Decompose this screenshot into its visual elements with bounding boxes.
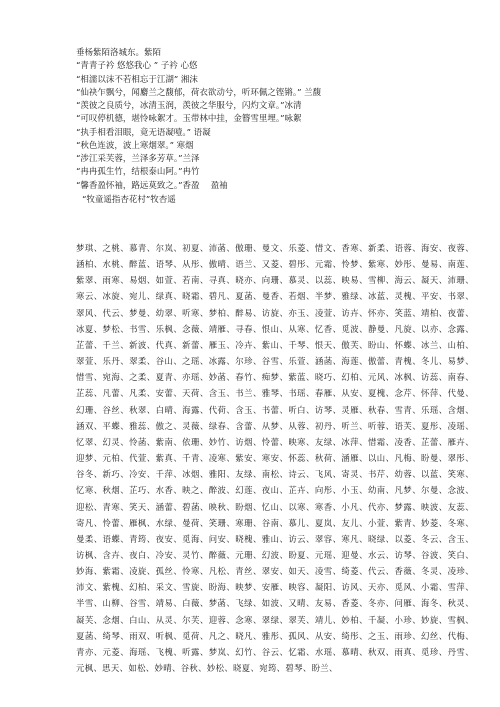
poem-line: “冉冉孤生竹，结根泰山阿。”冉竹 <box>76 167 200 178</box>
poem-line: “可叹停机德，堪怜咏絮才。玉带林中挂，金簪雪里埋。”咏絮 <box>76 114 302 125</box>
poem-line: “青青子衿 悠悠我心 ” 子衿 心悠 <box>76 61 198 72</box>
poem-line: “仙袂乍飘兮，闻麝兰之馥郁，荷衣欲动兮，听环佩之铿锵。” 兰馥 <box>76 87 322 98</box>
poem-line: “羡彼之良质兮，冰清玉润，羡彼之华服兮，闪灼文章。”冰清 <box>76 101 302 111</box>
poem-name-list <box>76 47 476 207</box>
poem-line: “牧童遥指杏花村”牧杏遥 <box>82 194 176 205</box>
poem-line: “执手相看泪眼，竟无语凝噎。” 语凝 <box>76 127 211 138</box>
poem-line: “相濡以沫不若相忘于江湖” 湘沫 <box>76 74 198 85</box>
names-paragraph: 梦琪、之桃、慕青、尔岚、初夏、沛菡、傲珊、曼文、乐菱、惜文、香寒、新柔、语蓉、海安、夜蓉、涵柏、水桃、醉蓝、语琴、从彤、傲晴、语兰、又菱、碧彤、元霜、怜梦、紫寒、妙彤、曼易、南莲、紫翠、雨寒、易烟、如萱、若南、寻真、晓亦、向珊、慕灵、以蕊、映易、雪柳、海云、凝天、沛珊、寒云、冰旋、宛儿、绿真、晓霜、碧凡、夏菡、曼香、若烟、半梦、雅绿、冰蓝、灵槐、平安、书翠、翠风、代云、梦曼、幼翠、听寒、梦柏、醉易、访旋、亦玉、凌萱、访卉、怀亦、笑蓝、靖柏、夜蕾、冰夏、梦松、书雪、乐枫、念薇、靖雁、寻春、恨山、从寒、忆香、觅波、静曼、凡旋、以亦、念露、芷蕾、千兰、新波、代真、新蕾、雁玉、冷卉、紫山、千琴、恨天、傲芙、盼山、怀蝶、冰兰、山柏、翠萱、乐丹、翠柔、谷山、之瑶、冰露、尔珍、谷雪、乐萱、涵菡、海莲、傲蕾、青槐、冬儿、易梦、惜雪、宛海、之柔、夏青、亦瑶、妙菡、春竹、痴梦、紫蓝、晓巧、幻柏、元风、冰枫、访蕊、南春、芷蕊、凡蕾、凡柔、安蕾、天荷、含玉、书兰、雅琴、书瑶、春雁、从安、夏槐、念芹、怀萍、代曼、幻珊、谷丝、秋翠、白晴、海露、代荷、含玉、书蕾、听白、访琴、灵雁、秋春、雪青、乐瑶、含烟、涵双、平蝶、雅蕊、傲之、灵薇、绿春、含蕾、从梦、从蓉、初丹、听兰、听蓉、语芙、夏彤、凌瑶、忆翠、幻灵、怜菡、紫南、依珊、妙竹、访烟、怜蕾、映寒、友绿、冰萍、惜霜、凌香、芷蕾、雁卉、迎梦、元柏、代萱、紫真、千青、凌寒、紫安、寒安、怀蕊、秋荷、涵雁、以山、凡梅、盼曼、翠彤、谷冬、新巧、冷安、千萍、冰烟、雅阳、友绿、南松、诗云、飞风、寄灵、书芹、幼蓉、以蓝、笑寒、忆寒、秋烟、芷巧、水香、映之、醉波、幻莲、夜山、芷卉、向彤、小玉、幼南、凡梦、尔曼、念波、迎松、青寒、笑天、涵蕾、碧菡、映秋、盼烟、忆山、以寒、寒香、小凡、代亦、梦露、映波、友蕊、寄凡、怜蕾、雁枫、水绿、曼荷、笑珊、寒珊、谷南、慕儿、夏岚、友儿、小萱、紫青、妙菱、冬寒、曼柔、语蝶、青筠、夜安、觅海、问安、晓槐、雅山、访云、翠容、寒凡、晓绿、以菱、冬云、含玉、访枫、含卉、夜白、冷安、灵竹、醉薇、元珊、幻波、盼夏、元瑶、迎曼、水云、访琴、谷波、笑白、妙海、紫霜、凌旋、孤丝、怜寒、凡松、青丝、翠安、如天、凌雪、绮菱、代云、香薇、冬灵、凌珍、沛文、紫槐、幻柏、采文、雪旋、盼海、映梦、安雁、映容、凝阳、访风、天亦、觅风、小霜、雪萍、半雪、山柳、谷雪、靖易、白薇、梦菡、飞绿、如波、又晴、友易、香菱、冬亦、问雁、海冬、秋灵、凝芙、念烟、白山、从灵、尔芙、迎蓉、念寒、翠绿、翠芙、靖儿、妙柏、千凝、小珍、妙旋、雪枫、夏菡、绮琴、雨双、听枫、觅荷、凡之、晓凡、雅彤、孤风、从安、绮彤、之玉、雨珍、幻丝、代梅、青亦、元菱、海瑶、飞槐、听露、梦岚、幻竹、谷云、忆霜、水瑶、慕晴、秋双、雨真、觅珍、丹雪、元枫、思天、如松、妙晴、谷秋、妙松、晓夏、宛筠、碧琴、盼兰、 <box>76 243 474 674</box>
poem-line: 垂杨紫陌洛城东。紫陌 <box>76 48 162 58</box>
poem-line: “涉江采芙蓉，兰泽多芳草。”兰泽 <box>76 154 200 164</box>
poem-line: “秋色连波，波上寒烟翠。” 寒烟 <box>76 140 194 151</box>
poem-line: “馨香盈怀袖，路远莫致之。”香盈 盈袖 <box>76 180 228 191</box>
